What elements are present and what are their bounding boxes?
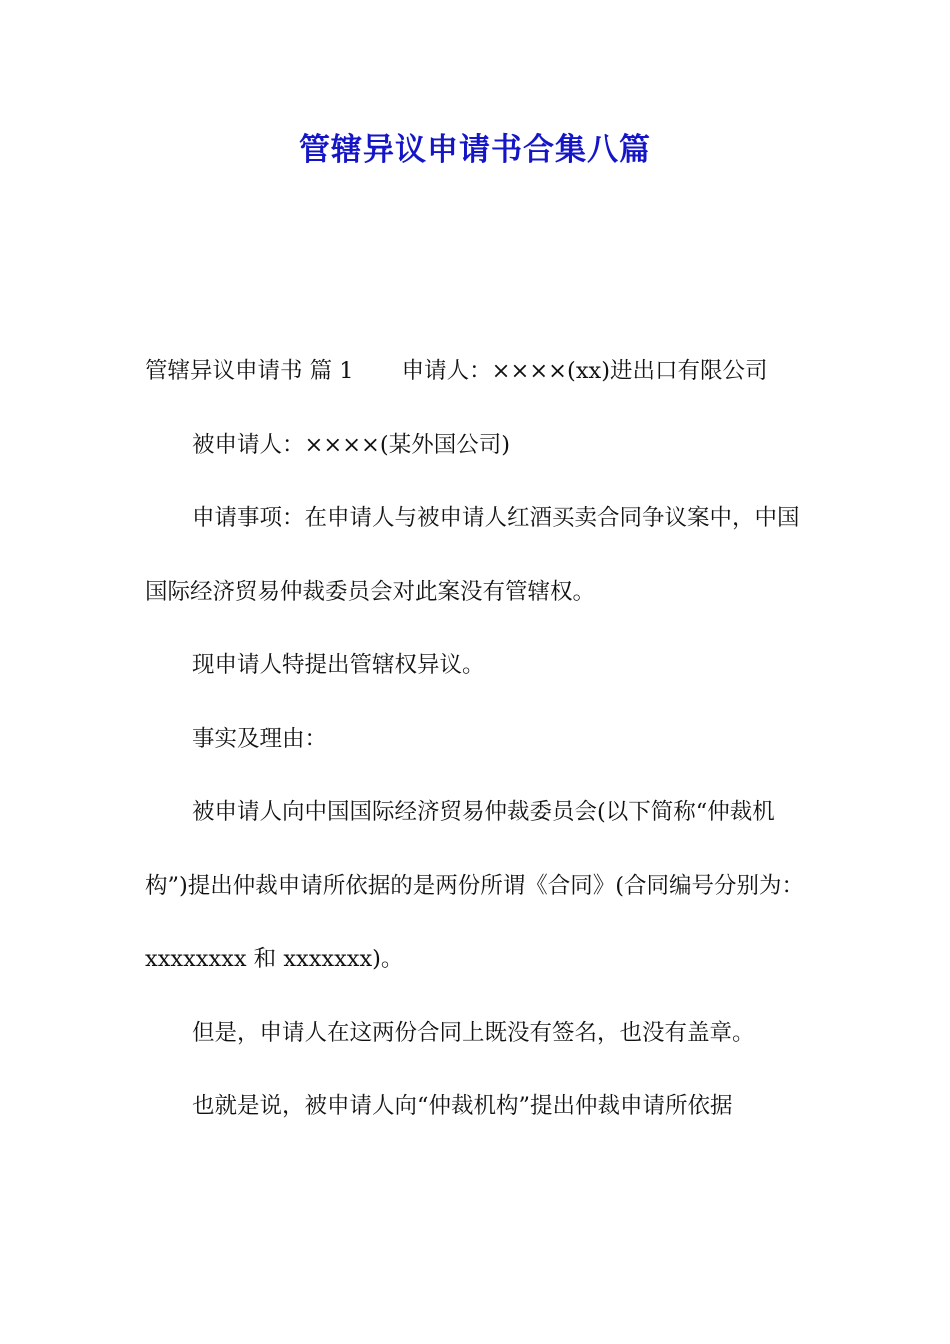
applicant-text: 申请人：××××(xx)进出口有限公司 [401,358,768,384]
section-heading: 管辖异议申请书 篇 1 [145,358,354,384]
paragraph-basis: 也就是说，被申请人向“仲裁机构”提出仲裁申请所依据 [192,1093,733,1119]
paragraph-objection: 现申请人特提出管辖权异议。 [192,652,485,678]
paragraph-facts-detail: 被申请人向中国国际经济贸易仲裁委员会(以下简称“仲裁机构”)提出仲裁申请所依据的是两份所谓《合同》(合同编号分别为：xxxxxxxx 和 xxxxxxx)。 [145,799,805,972]
paragraph-request: 申请事项：在申请人与被申请人红酒买卖合同争议案中，中国国际经济贸易仲裁委员会对此案没有管辖权。 [145,505,800,605]
document-title: 管辖异议申请书合集八篇 [299,132,651,168]
first-paragraph [145,335,810,409]
paragraph-respondent: 被申请人：××××(某外国公司) [192,431,510,458]
paragraph-no-signature: 但是，申请人在这两份合同上既没有签名，也没有盖章。 [192,1019,755,1046]
document-body [145,335,810,1144]
paragraph-facts-heading: 事实及理由： [192,725,328,752]
